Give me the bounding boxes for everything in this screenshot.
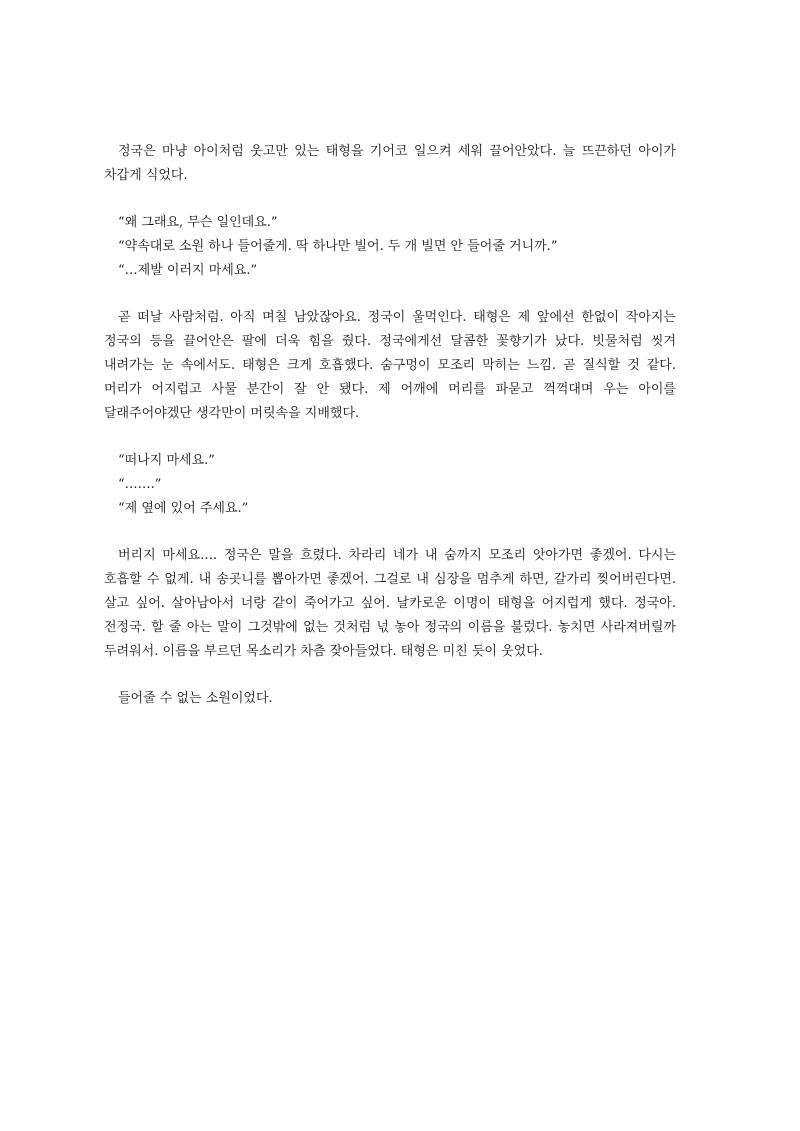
dialogue-line: “…제발 이러지 마세요.” (118, 263, 258, 278)
dialogue-line: “제 옆에 있어 주세요.” (118, 501, 249, 516)
document-body (104, 140, 676, 734)
paragraph: 들어줄 수 없는 소원이었다. (118, 691, 273, 706)
dialogue-block (104, 449, 676, 521)
dialogue-line: “떠나지 마세요.” (118, 453, 215, 468)
paragraph: 버리지 마세요…. 정국은 말을 흐렸다. 차라리 네가 내 숨까지 모조리 앗아가면 좋겠어. 다시는 호흡할 수 없게. 내 송곳니를 뽑아가면 좋겠어. 그걸로 내 심장을 멈추게 하면, 갈가리 찢어버린다면. 살고 싶어. 살아남아서 너랑 같이 죽어가고 싶어. 날카로운 이명이 태형을 어지럽게 했다. 정국아. 전정국. 할 줄 아는 말이 그것밖에 없는 것처럼 넋 놓아 정국의 이름을 불렀다. 놓치면 사라져버릴까 두려워서. 이름을 부르던 목소리가 차츰 잦아들었다. 태형은 미친 듯이 웃었다. (104, 548, 676, 659)
dialogue-line: “왜 그래요, 무슨 일인데요.” (118, 215, 278, 230)
dialogue-line: “약속대로 소원 하나 들어줄게. 딱 하나만 빌어. 두 개 빌면 안 들어줄 거니까.” (118, 239, 558, 254)
dialogue-line: “…….” (118, 477, 162, 492)
paragraph: 곧 떠날 사람처럼. 아직 며칠 남았잖아요. 정국이 울먹인다. 태형은 제 앞에선 한없이 작아지는 정국의 등을 끌어안은 팔에 더욱 힘을 줬다. 정국에게선 달콤한 꽃향기가 났다. 빗물처럼 씻겨 내려가는 눈 속에서도. 태형은 크게 호흡했다. 숨구멍이 모조리 막히는 느낌. 곧 질식할 것 같다. 머리가 어지럽고 사물 분간이 잘 안 됐다. 제 어깨에 머리를 파묻고 꺽꺽대며 우는 아이를 달래주어야겠단 생각만이 머릿속을 지배했다. (104, 310, 676, 421)
dialogue-block (104, 211, 676, 283)
paragraph: 정국은 마냥 아이처럼 웃고만 있는 태형을 기어코 일으켜 세워 끌어안았다. 늘 뜨끈하던 아이가 차갑게 식었다. (104, 144, 676, 183)
